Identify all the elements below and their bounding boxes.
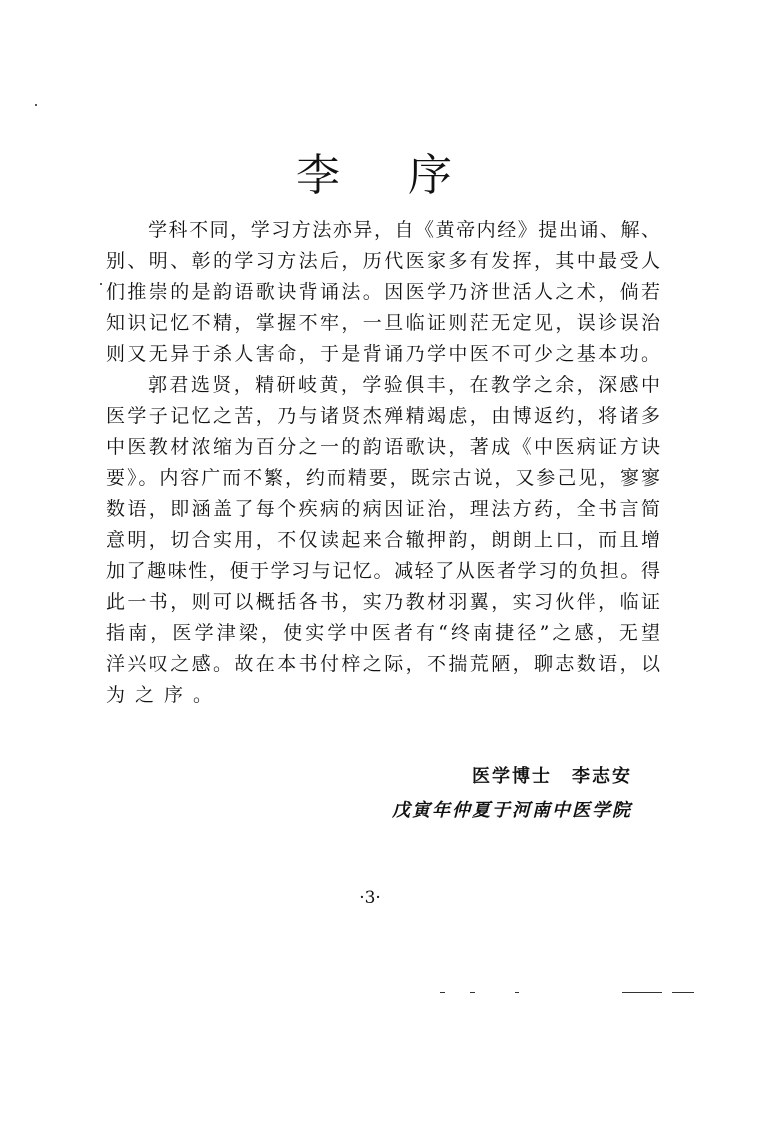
signature-author: 医学博士 李志安 [472, 766, 632, 787]
scan-speck [100, 283, 102, 285]
text-line: 指南，医学津梁，使实学中医者有“终南捷径”之感，无望 [106, 622, 660, 644]
text-line: 要》。内容广而不繁，约而精要，既宗古说，又参己见，寥寥 [106, 467, 660, 489]
scan-mark [515, 992, 519, 993]
title-char-1: 李 [296, 150, 340, 201]
scan-speck [35, 104, 37, 106]
text-line: 意明，切合实用，不仅读起来合辙押韵，朗朗上口，而且增 [106, 529, 660, 551]
text-line: 洋兴叹之感。故在本书付梓之际，不揣荒陋，聊志数语，以 [106, 653, 660, 675]
scan-mark [440, 992, 445, 993]
text-line: 们推崇的是韵语歌诀背诵法。因医学乃济世活人之术，倘若 [106, 281, 660, 303]
page-number: ·3· [359, 888, 381, 908]
text-line: 为之序。 [106, 684, 223, 706]
text-line: 医学子记忆之苦，乃与诸贤杰殚精竭虑，由博返约，将诸多 [106, 405, 660, 427]
preface-body [106, 215, 660, 711]
page-title [0, 148, 777, 204]
scan-mark [470, 992, 475, 993]
text-line: 郭君选贤，精研岐黄，学验俱丰，在教学之余，深感中 [148, 374, 660, 396]
text-line: 别、明、彰的学习方法后，历代医家多有发挥，其中最受人 [106, 250, 660, 272]
text-line: 此一书，则可以概括各书，实乃教材羽翼，实习伙伴，临证 [106, 591, 660, 613]
paragraph-2 [106, 370, 660, 711]
paragraph-1 [106, 215, 660, 370]
title-char-2: 序 [408, 150, 452, 201]
signature-date-place: 戊寅年仲夏于河南中医学院 [392, 800, 632, 821]
text-line: 知识记忆不精，掌握不牢，一旦临证则茫无定见，误诊误治 [106, 312, 660, 334]
scan-mark [672, 992, 694, 993]
text-line: 学科不同，学习方法亦异，自《黄帝内经》提出诵、解、 [148, 219, 660, 241]
text-line: 加了趣味性，便于学习与记忆。减轻了从医者学习的负担。得 [106, 560, 660, 582]
text-line: 数语，即涵盖了每个疾病的病因证治，理法方药，全书言简 [106, 498, 660, 520]
scan-mark [622, 992, 662, 993]
text-line: 中医教材浓缩为百分之一的韵语歌诀，著成《中医病证方诀 [106, 436, 660, 458]
text-line: 则又无异于杀人害命，于是背诵乃学中医不可少之基本功。 [106, 343, 660, 365]
